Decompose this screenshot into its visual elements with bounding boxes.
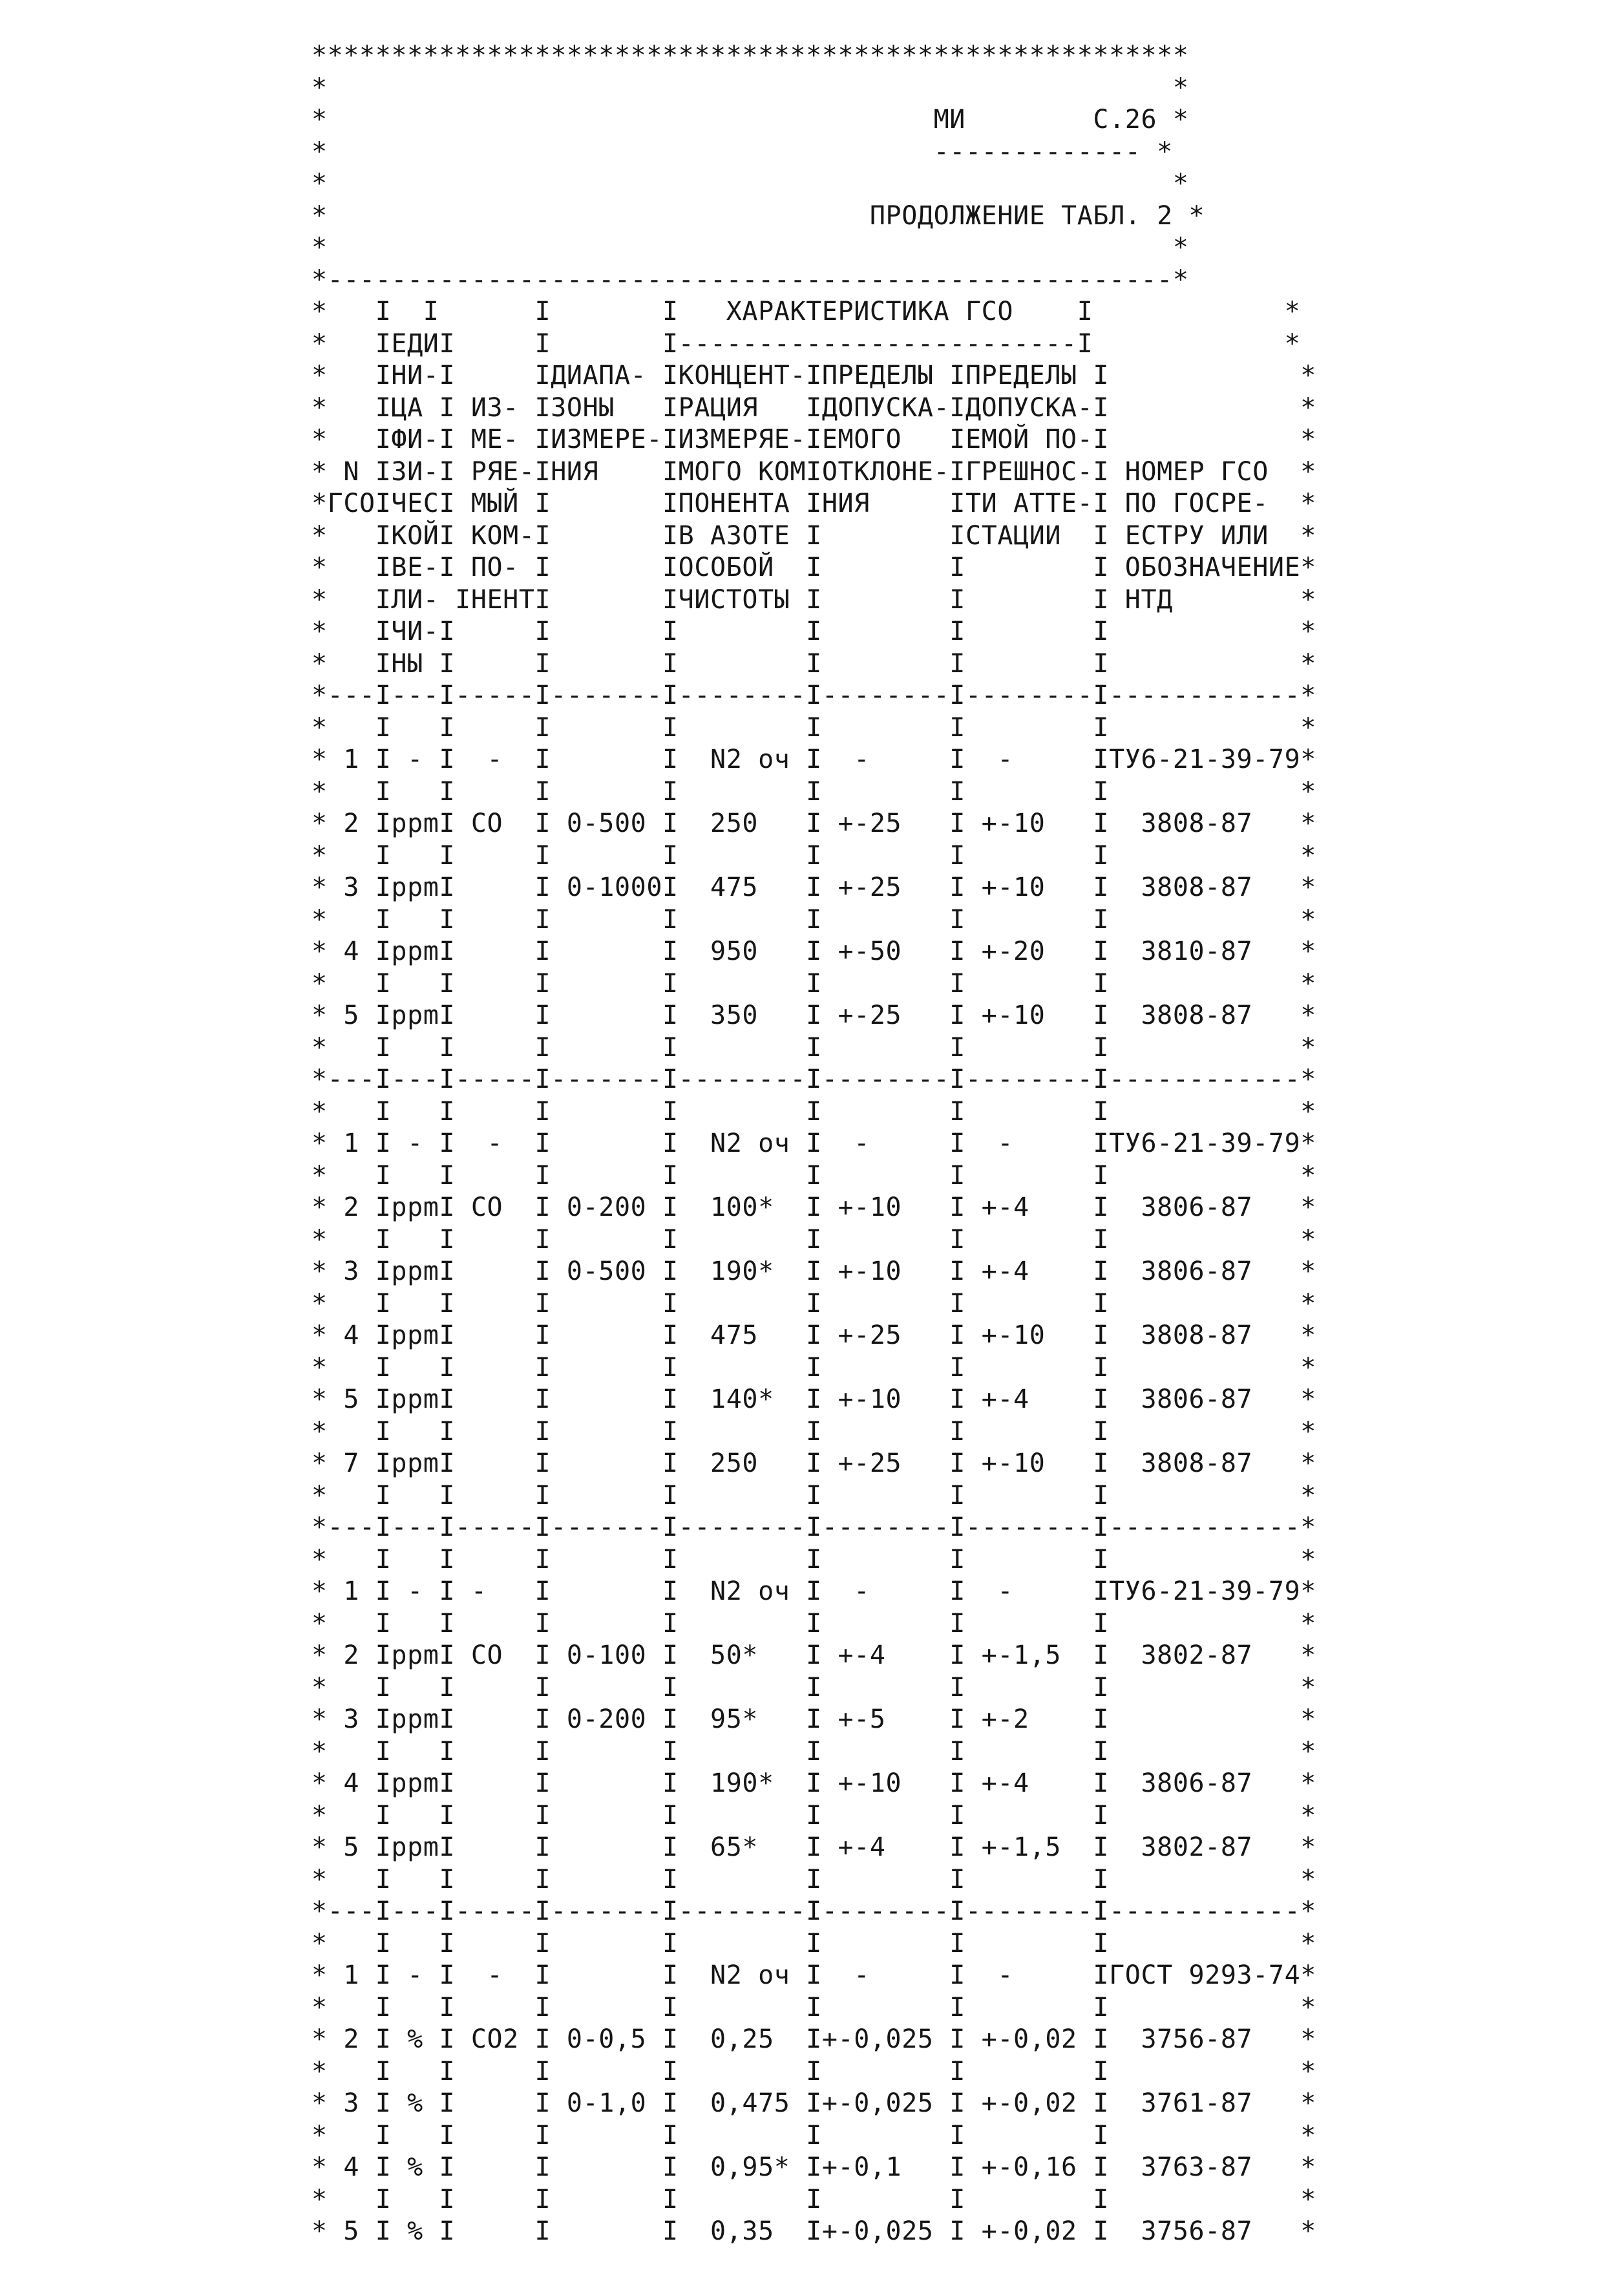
printout-line: * IЦА I ИЗ- IЗОНЫ IРАЦИЯ IДОПУСКА-IДОПУСКА-I * [311, 392, 1316, 423]
printout-line: * I I I I I I I * [311, 904, 1316, 935]
printout-line: * 2 I % I CO2 I 0-0,5 I 0,25 I+-0,025 I +-0,02 I 3756-87 * [311, 2024, 1316, 2054]
printout-line: * * [311, 233, 1189, 262]
printout-line: * МИ С.26 * [311, 105, 1189, 134]
printout-line: * I I I I I I I * [311, 1032, 1316, 1063]
printout-line: * I I I I I I I * [311, 1672, 1316, 1703]
table-printout [311, 40, 1316, 2248]
printout-line: * * [311, 72, 1189, 103]
printout-line: * 5 IppmI I I 140* I +-10 I +-4 I 3806-87 * [311, 1385, 1316, 1414]
printout-line: * 3 IppmI I 0-500 I 190* I +-10 I +-4 I 3806-87 * [311, 1257, 1316, 1286]
printout-line: * IКОЙI КОМ-I IВ АЗОТЕ I IСТАЦИИ I ЕСТРУ ИЛИ * [311, 520, 1316, 551]
printout-line: * 3 IppmI I 0-200 I 95* I +-5 I +-2 I * [311, 1704, 1316, 1734]
printout-line: * I I I I I I I * [311, 1864, 1316, 1894]
printout-line: * IВЕ-I ПО- I IОСОБОЙ I I I ОБОЗНАЧЕНИЕ* [311, 553, 1316, 582]
printout-line: * 3 I % I I 0-1,0 I 0,475 I+-0,025 I +-0,02 I 3761-87 * [311, 2088, 1316, 2118]
printout-line: * I I I I I I I * [311, 1544, 1316, 1575]
printout-line: * ПРОДОЛЖЕНИЕ ТАБЛ. 2 * [311, 200, 1205, 231]
printout-line: * 4 IppmI I I 475 I +-25 I +-10 I 3808-87 * [311, 1321, 1316, 1350]
printout-line: * N IЗИ-I РЯЕ-IНИЯ IМОГО КОМIОТКЛОНЕ-IГРЕШНОС-I НОМЕР ГСО * [311, 456, 1316, 487]
printout-line: * 1 I - I - I I N2 оч I - I - IТУ6-21-39-79* [311, 1129, 1316, 1158]
printout-line: * I I I I I I I * [311, 1800, 1316, 1830]
printout-line: * I I I I I I I * [311, 2056, 1316, 2086]
printout-line: * I I I I I I I * [311, 1416, 1316, 1447]
printout-line: * I I I I I I I * [311, 840, 1316, 871]
printout-line: ******************************************************* [311, 41, 1189, 70]
printout-line: * 5 I % I I I 0,35 I+-0,025 I +-0,02 I 3756-87 * [311, 2216, 1316, 2246]
printout-line: * 4 IppmI I I 190* I +-10 I +-4 I 3806-87 * [311, 1768, 1316, 1798]
printout-line: *---I---I-----I-------I--------I--------I--------I------------* [311, 1512, 1316, 1542]
printout-line: * IЕДИI I I-------------------------I * [311, 328, 1301, 359]
printout-line: * ------------- * [311, 136, 1173, 167]
printout-line: * IФИ-I МЕ- IИЗМЕРЕ-IИЗМЕРЯЕ-IЕМОГО IЕМОЙ ПО-I * [311, 425, 1316, 454]
printout-line: * I I I I I I I * [311, 1288, 1316, 1319]
printout-line: * 7 IppmI I I 250 I +-25 I +-10 I 3808-87 * [311, 1448, 1316, 1478]
printout-line: * I I I I I I I * [311, 1928, 1316, 1958]
printout-line: * 3 IppmI I 0-1000I 475 I +-25 I +-10 I 3808-87 * [311, 873, 1316, 902]
printout-line: * I I I I I I I * [311, 1736, 1316, 1766]
printout-line: * I I I I I I I * [311, 1608, 1316, 1639]
printout-line: * 2 IppmI CO I 0-200 I 100* I +-10 I +-4 I 3806-87 * [311, 1193, 1316, 1222]
printout-line: * I I I I I I I * [311, 1480, 1316, 1511]
printout-line: * I I I I I I I * [311, 968, 1316, 999]
printout-line: * I I I I I I I * [311, 1352, 1316, 1383]
printout-line: * 2 IppmI CO I 0-500 I 250 I +-25 I +-10 I 3808-87 * [311, 809, 1316, 838]
printout-line: * I I I I I I I * [311, 2120, 1316, 2150]
printout-line: * I I I I I I I * [311, 2184, 1316, 2214]
printout-line: * IНИ-I IДИАПА- IКОНЦЕНТ-IПРЕДЕЛЫ IПРЕДЕЛЫ I * [311, 361, 1316, 390]
printout-line: * 4 IppmI I I 950 I +-50 I +-20 I 3810-87 * [311, 937, 1316, 966]
printout-line: * * [311, 169, 1189, 198]
printout-line: * IНЫ I I I I I I * [311, 648, 1316, 679]
printout-line: * I I I I I I I * [311, 1096, 1316, 1127]
printout-line: * 1 I - I - I I N2 оч I - I - IГОСТ 9293-74* [311, 1960, 1316, 1990]
printout-line: * I I I I I I I * [311, 776, 1316, 807]
printout-line: * IЧИ-I I I I I I * [311, 617, 1316, 646]
printout-line: *---I---I-----I-------I--------I--------I--------I------------* [311, 681, 1316, 710]
printout-line: *ГСОIЧЕСI МЫЙ I IПОНЕНТА IНИЯ IТИ АТТЕ-I ПО ГОСРЕ- * [311, 489, 1316, 518]
printout-line: * 1 I - I - I I N2 оч I - I - IТУ6-21-39-79* [311, 745, 1316, 774]
printout-line: *---I---I-----I-------I--------I--------I--------I------------* [311, 1065, 1316, 1094]
printout-line: * 5 IppmI I I 65* I +-4 I +-1,5 I 3802-87 * [311, 1832, 1316, 1862]
printout-line: * I I I I I I I * [311, 1224, 1316, 1255]
printout-line: * 4 I % I I I 0,95* I+-0,1 I +-0,16 I 3763-87 * [311, 2152, 1316, 2182]
printout-line: * I I I I I I I * [311, 1992, 1316, 2022]
printout-line: * 5 IppmI I I 350 I +-25 I +-10 I 3808-87 * [311, 1001, 1316, 1030]
printout-line: * 1 I - I - I I N2 оч I - I - IТУ6-21-39-79* [311, 1576, 1316, 1606]
printout-line: *---I---I-----I-------I--------I--------I--------I------------* [311, 1896, 1316, 1926]
printout-line: * I I I I I I I * [311, 712, 1316, 743]
printout-line: * 2 IppmI CO I 0-100 I 50* I +-4 I +-1,5 I 3802-87 * [311, 1640, 1316, 1670]
printout-line: * I I I I ХАРАКТЕРИСТИКА ГСО I * [311, 297, 1301, 326]
printout-line: * I I I I I I I * [311, 1160, 1316, 1191]
printout-line: * IЛИ- IНЕНТI IЧИСТОТЫ I I I НТД * [311, 584, 1316, 615]
printout-line: *-----------------------------------------------------* [311, 264, 1189, 295]
